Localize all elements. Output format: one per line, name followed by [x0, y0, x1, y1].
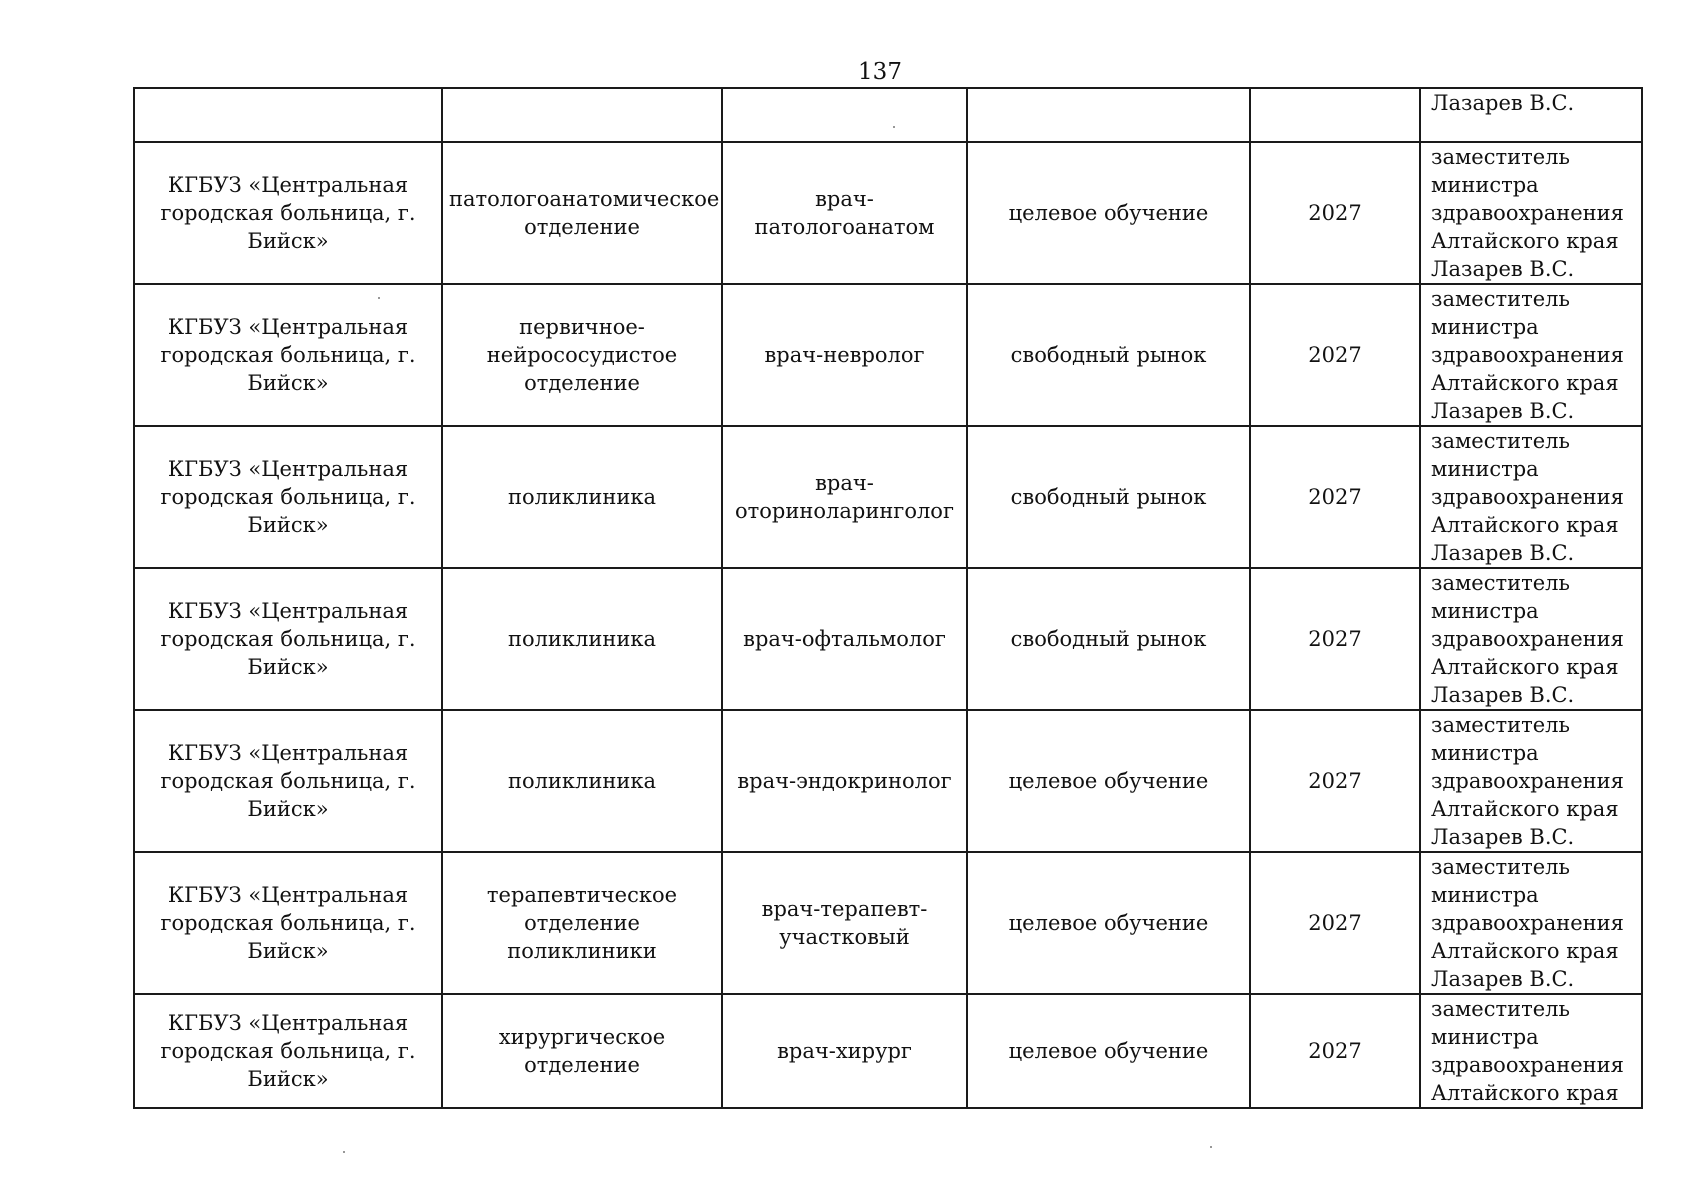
source-cell: [967, 88, 1250, 142]
scan-speck: [378, 297, 380, 299]
organization-cell: КГБУЗ «Центральная городская больница, г. Бийск»: [134, 426, 442, 568]
department-cell: хирургическое отделение: [442, 994, 722, 1108]
responsible-cell: заместитель министра здравоохранения Алтайского края Лазарев В.С.: [1420, 426, 1642, 568]
table-row: [134, 426, 1642, 568]
position-cell: врач-невролог: [722, 284, 967, 426]
source-cell: свободный рынок: [967, 284, 1250, 426]
position-cell: [722, 88, 967, 142]
organization-cell: КГБУЗ «Центральная городская больница, г. Бийск»: [134, 852, 442, 994]
source-cell: свободный рынок: [967, 568, 1250, 710]
table-row: [134, 852, 1642, 994]
year-cell: 2027: [1250, 426, 1420, 568]
source-cell: свободный рынок: [967, 426, 1250, 568]
page-number: 137: [858, 59, 902, 85]
table-row: [134, 568, 1642, 710]
department-cell: поликлиника: [442, 568, 722, 710]
organization-cell: КГБУЗ «Центральная городская больница, г. Бийск»: [134, 284, 442, 426]
staffing-table: [133, 87, 1643, 1109]
department-cell: поликлиника: [442, 426, 722, 568]
year-cell: 2027: [1250, 994, 1420, 1108]
organization-cell: КГБУЗ «Центральная городская больница, г. Бийск»: [134, 142, 442, 284]
table-row: [134, 710, 1642, 852]
position-cell: врач-хирург: [722, 994, 967, 1108]
department-cell: терапевтическое отделение поликлиники: [442, 852, 722, 994]
table-row: [134, 142, 1642, 284]
table-row: [134, 994, 1642, 1108]
position-cell: врач-эндокринолог: [722, 710, 967, 852]
responsible-cell: заместитель министра здравоохранения Алтайского края Лазарев В.С.: [1420, 142, 1642, 284]
scan-speck: [343, 1151, 345, 1153]
responsible-cell: заместитель министра здравоохранения Алтайского края: [1420, 994, 1642, 1108]
table-row: [134, 88, 1642, 142]
position-cell: врач-офтальмолог: [722, 568, 967, 710]
responsible-cell: заместитель министра здравоохранения Алтайского края Лазарев В.С.: [1420, 710, 1642, 852]
position-cell: врач-патологоанатом: [722, 142, 967, 284]
organization-cell: [134, 88, 442, 142]
year-cell: 2027: [1250, 568, 1420, 710]
position-cell: врач-оториноларинголог: [722, 426, 967, 568]
responsible-cell: заместитель министра здравоохранения Алтайского края Лазарев В.С.: [1420, 852, 1642, 994]
source-cell: целевое обучение: [967, 710, 1250, 852]
responsible-cell: заместитель министра здравоохранения Алтайского края Лазарев В.С.: [1420, 284, 1642, 426]
year-cell: 2027: [1250, 852, 1420, 994]
scan-speck: [1210, 1146, 1212, 1148]
organization-cell: КГБУЗ «Центральная городская больница, г. Бийск»: [134, 994, 442, 1108]
year-cell: [1250, 88, 1420, 142]
department-cell: поликлиника: [442, 710, 722, 852]
year-cell: 2027: [1250, 142, 1420, 284]
organization-cell: КГБУЗ «Центральная городская больница, г. Бийск»: [134, 710, 442, 852]
source-cell: целевое обучение: [967, 852, 1250, 994]
responsible-cell: заместитель министра здравоохранения Алтайского края Лазарев В.С.: [1420, 568, 1642, 710]
table-row: [134, 284, 1642, 426]
scan-speck: [893, 126, 895, 128]
responsible-cell: Лазарев В.С.: [1420, 88, 1642, 142]
department-cell: первичное-нейрососудистое отделение: [442, 284, 722, 426]
position-cell: врач-терапевт-участковый: [722, 852, 967, 994]
year-cell: 2027: [1250, 710, 1420, 852]
department-cell: патологоанатомическое отделение: [442, 142, 722, 284]
source-cell: целевое обучение: [967, 142, 1250, 284]
year-cell: 2027: [1250, 284, 1420, 426]
organization-cell: КГБУЗ «Центральная городская больница, г. Бийск»: [134, 568, 442, 710]
department-cell: [442, 88, 722, 142]
source-cell: целевое обучение: [967, 994, 1250, 1108]
